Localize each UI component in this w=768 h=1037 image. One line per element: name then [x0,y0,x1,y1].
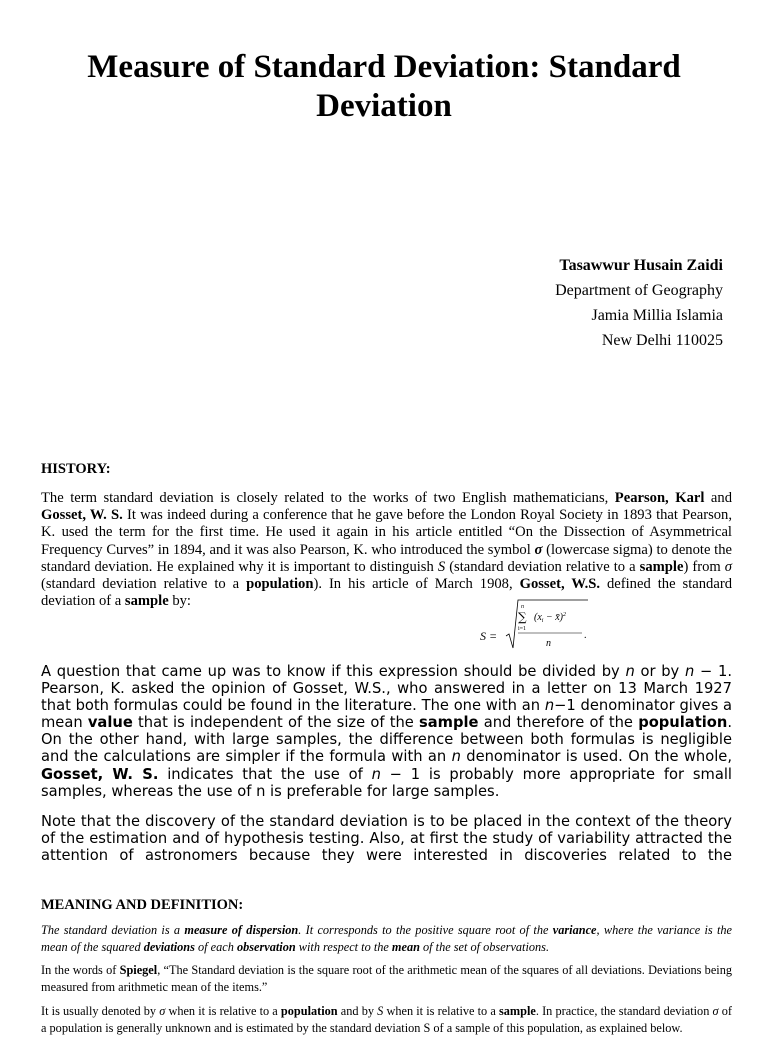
sigma-symbol: σ [534,541,543,558]
author-city: New Delhi 110025 [601,332,723,349]
formula-lower-limit: i=1 [518,626,527,632]
formula-sum-symbol: ∑ [518,610,527,624]
author-block [555,253,723,353]
meaning-paragraph-3: It is usually denoted by σ when it is relative to a population and by S when it is relative to a sample. In practice, the standard deviation σ of a population is generally unknown and is estimated by the standard deviation S of a sample of this population, as explained below. [41,1004,732,1036]
s-symbol: S [437,558,446,575]
author-institution: Jamia Millia Islamia [591,307,723,324]
formula-period: . [584,630,587,641]
author-name: Tasawwur Husain Zaidi [559,257,723,274]
name-pearson: Pearson, Karl [614,490,705,506]
name-gosset: Gosset, W. S. [41,507,123,524]
formula-upper-limit: n [521,604,524,610]
standard-deviation-formula [480,598,590,652]
formula-lhs: S = [480,629,498,643]
author-department: Department of Geography [555,282,723,299]
formula-term: ($x_i$ − x̄)$^2$ [534,612,566,624]
history-paragraph-1: The term standard deviation is closely related to the works of two English mathematicians, Pearson, Karl and Gosset, W. S. It was indeed during a conference that he gave before the London Royal Society in 1893 that Pearson, K. used the term for the first time. He used it again in his article entitled “On the Dissection of Asymmetrical Frequency Curves” in 1894, and it was also Pearson, K. who introduced the symbol σ (lowercase sigma) to denote the standard deviation. He explained why it is important to distinguish S (standard deviation relative to a sample) from σ (standard deviation relative to a population). In his article of March 1908, Gosset, W.S. defined the standard deviation of a sample by: [41,490,732,610]
history-paragraph-3: Note that the discovery of the standard deviation is to be placed in the context of the theory of the estimation and of hypothesis testing. Also, at first the study of variability attracted the attention of astronomers because they were interested in discoveries related to the [41,813,732,865]
formula-denominator: n [546,638,551,649]
history-paragraph-2: A question that came up was to know if this expression should be divided by n or by n − 1. Pearson, K. asked the opinion of Gosset, W.S., who answered in a letter on 13 March 1927 that both formulas could be found in the literature. The one with an n−1 denominator gives a mean value that is independent of the size of the sample and therefore of the population. On the other hand, with large samples, the difference between both formulas is negligible and the calculations are simpler if the formula with an n denominator is used. On the whole, Gosset, W. S. indicates that the use of n − 1 is probably more appropriate for small samples, whereas the use of n is preferable for large samples. [41,663,733,800]
meaning-heading: MEANING AND DEFINITION: [41,897,244,913]
meaning-paragraph-1: The standard deviation is a measure of dispersion. It corresponds to the positive square root of the variance, where the variance is the mean of the squared deviations of each observation with respect to the mean of the set of observations. [41,923,732,955]
page-title: Measure of Standard Deviation: Standard Deviation [87,49,681,124]
meaning-paragraph-2: In the words of Spiegel, “The Standard deviation is the square root of the arithmetic mean of the squares of all deviations. Deviations being measured from arithmetic mean of the items.” [41,963,732,995]
history-heading: HISTORY: [41,461,111,477]
